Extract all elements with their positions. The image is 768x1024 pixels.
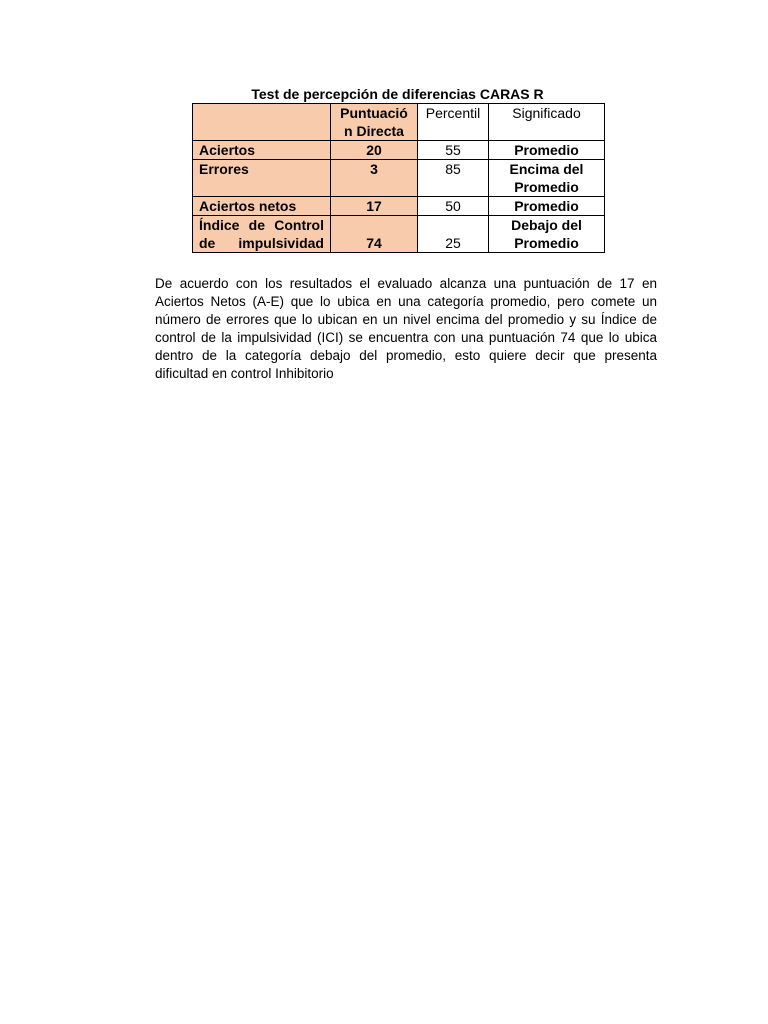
header-cell-significado: Significado <box>489 104 605 141</box>
results-table <box>192 103 605 253</box>
row-significado: Promedio <box>489 197 605 216</box>
table-row <box>193 160 605 197</box>
table-title: Test de percepción de diferencias CARAS R <box>251 86 544 102</box>
row-label: Errores <box>193 160 331 197</box>
row-pd: 3 <box>331 160 418 197</box>
table-header-row <box>193 104 605 141</box>
table-row <box>193 216 605 253</box>
row-significado: Promedio <box>489 141 605 160</box>
row-pd: 17 <box>331 197 418 216</box>
table-row <box>193 141 605 160</box>
row-label: Aciertos <box>193 141 331 160</box>
row-percentil: 25 <box>418 216 489 253</box>
row-label: Aciertos netos <box>193 197 331 216</box>
row-percentil: 55 <box>418 141 489 160</box>
row-significado: Encima del Promedio <box>489 160 605 197</box>
header-cell-percentil: Percentil <box>418 104 489 141</box>
table-row <box>193 197 605 216</box>
interpretation-paragraph: De acuerdo con los resultados el evaluado alcanza una puntuación de 17 en Aciertos Netos (A-E) que lo ubica en una categoría promedio, pero comete un número de errores que lo ubican en un nivel encima del promedio y su Índice de control de la impulsividad (ICI) se encuentra con una puntuación 74 que lo ubica dentro de la categoría debajo del promedio, esto quiere decir que presenta dificultad en control Inhibitorio <box>155 276 657 381</box>
row-pd: 20 <box>331 141 418 160</box>
row-percentil: 85 <box>418 160 489 197</box>
row-label: Índice de Control de impulsividad <box>193 216 331 253</box>
row-percentil: 50 <box>418 197 489 216</box>
row-significado: Debajo del Promedio <box>489 216 605 253</box>
row-pd: 74 <box>331 216 418 253</box>
header-cell-empty <box>193 104 331 141</box>
header-cell-puntuacion: Puntuació n Directa <box>331 104 418 141</box>
